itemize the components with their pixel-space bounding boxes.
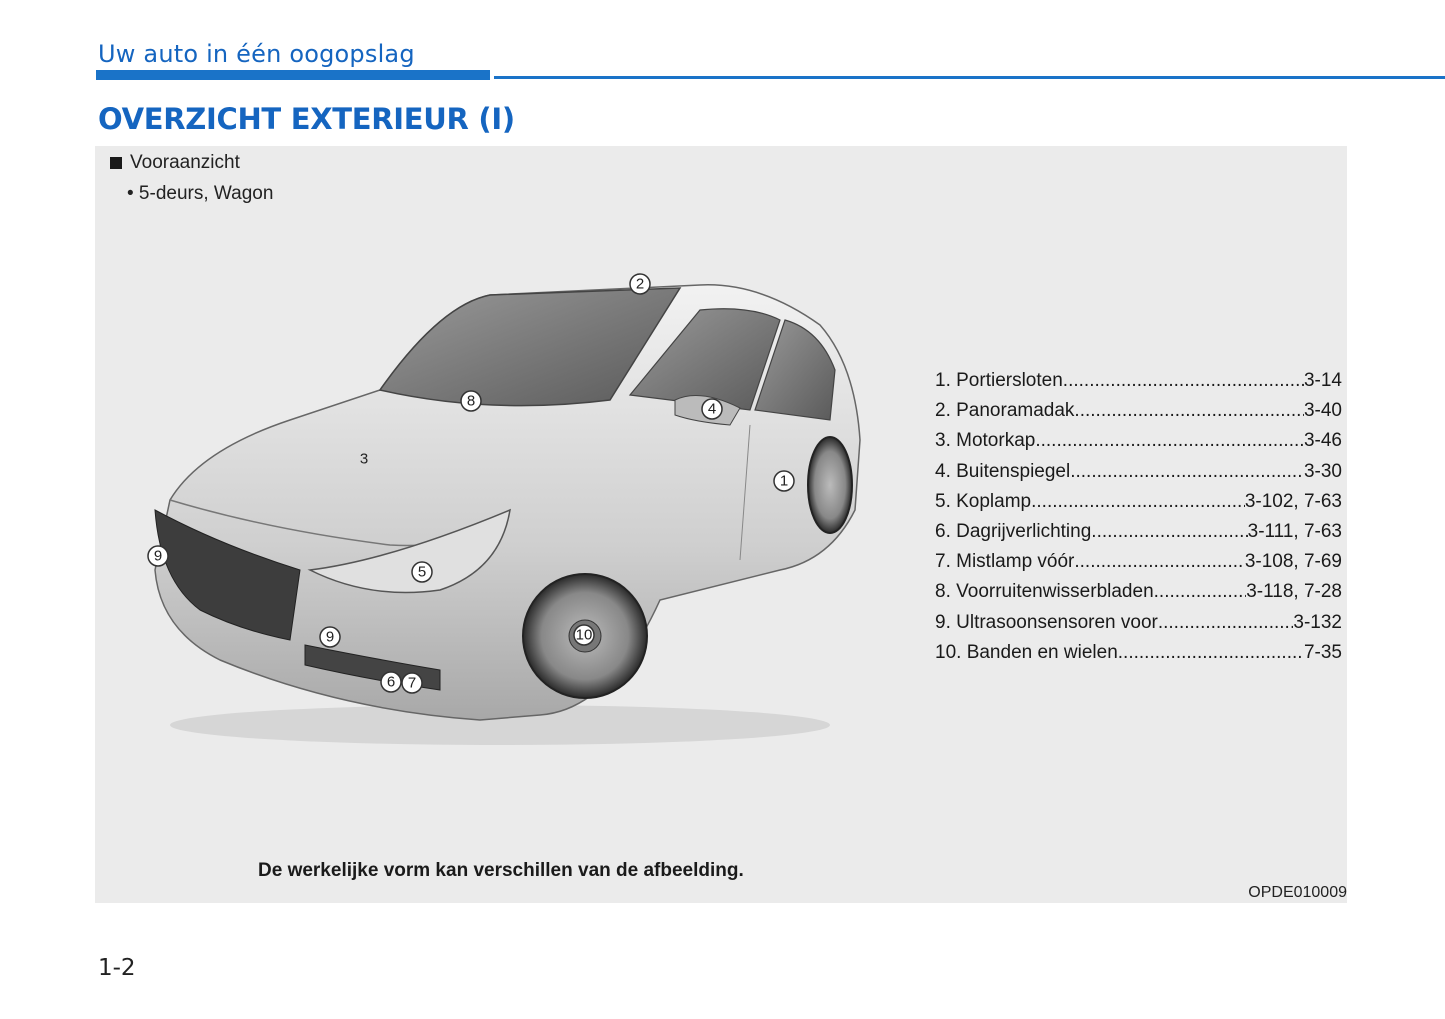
- callout-10: [574, 625, 594, 645]
- callout-4: [702, 399, 722, 419]
- callout-8: [461, 391, 481, 411]
- svg-text:8: 8: [466, 392, 476, 410]
- view-label-text: Vooraanzicht: [130, 152, 240, 173]
- callout-1: [774, 471, 794, 491]
- legend-item: 2. Panoramadak ..... 3-40: [935, 396, 1342, 426]
- legend-item: 7. Mistlamp vóór ..... 3-108, 7-69: [935, 547, 1342, 577]
- svg-text:9: 9: [325, 628, 335, 646]
- legend-item: 6. Dagrijverlichting ..... 3-111, 7-63: [935, 517, 1342, 547]
- header-rule-thick: [96, 70, 490, 80]
- legend-item: 9. Ultrasoonsensoren voor ..... 3-132: [935, 608, 1342, 638]
- svg-text:5: 5: [417, 563, 427, 581]
- callout-5: [412, 562, 432, 582]
- parts-legend: [935, 366, 1342, 668]
- svg-text:2: 2: [635, 275, 645, 293]
- legend-item: 10. Banden en wielen ..... 7-35: [935, 638, 1342, 668]
- callout-9-left: [148, 546, 168, 566]
- legend-item: 3. Motorkap ..... 3-46: [935, 426, 1342, 456]
- page-number: 1-2: [98, 955, 136, 981]
- legend-item: 8. Voorruitenwisserbladen ..... 3-118, 7-28: [935, 577, 1342, 607]
- car-illustration: [140, 270, 880, 760]
- square-bullet-icon: [110, 157, 122, 169]
- callout-2: [630, 274, 650, 294]
- callout-7: [402, 673, 422, 693]
- image-code: OPDE010009: [1248, 884, 1347, 901]
- section-title: Uw auto in één oogopslag: [98, 40, 415, 68]
- svg-text:4: 4: [707, 400, 717, 418]
- svg-text:3: 3: [359, 450, 369, 468]
- svg-text:7: 7: [407, 674, 417, 692]
- svg-text:10: 10: [575, 626, 593, 644]
- svg-text:6: 6: [386, 673, 396, 691]
- svg-text:1: 1: [779, 472, 789, 490]
- svg-text:9: 9: [153, 547, 163, 565]
- callout-9-right: [320, 627, 340, 647]
- callout-3: [360, 451, 368, 468]
- legend-item: 1. Portiersloten ..... 3-14: [935, 366, 1342, 396]
- page-heading: OVERZICHT EXTERIEUR (I): [98, 102, 515, 136]
- header-rule-thin: [494, 76, 1445, 79]
- disclaimer: De werkelijke vorm kan verschillen van de afbeelding.: [258, 860, 744, 881]
- legend-item: 5. Koplamp ..... 3-102, 7-63: [935, 487, 1342, 517]
- view-label: [110, 152, 240, 174]
- variant-label: • 5-deurs, Wagon: [127, 183, 274, 204]
- legend-item: 4. Buitenspiegel ..... 3-30: [935, 457, 1342, 487]
- callout-6: [381, 672, 401, 692]
